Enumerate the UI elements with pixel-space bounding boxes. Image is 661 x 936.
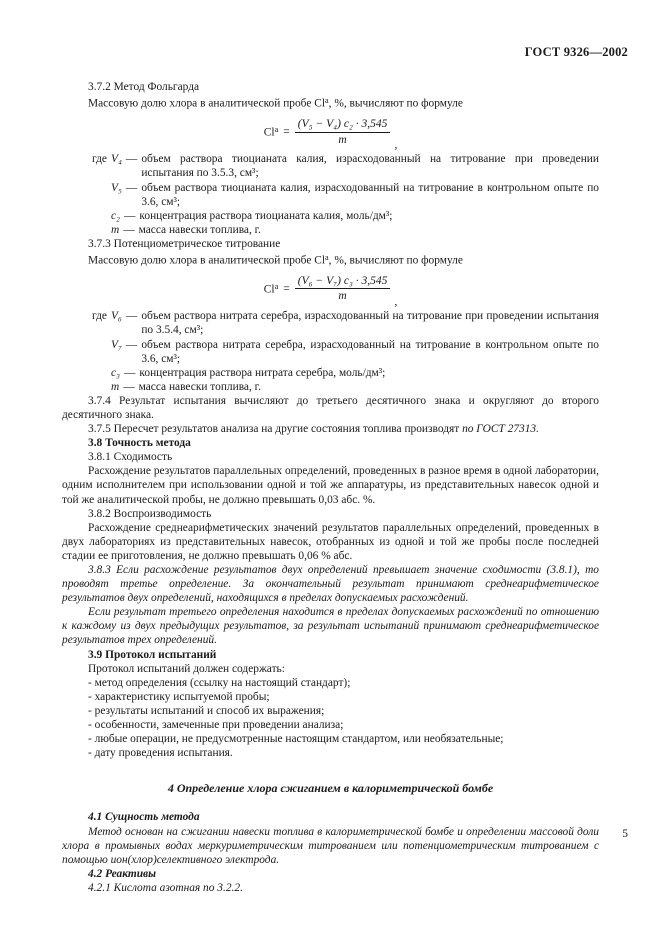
definition-text: объем раствора нитрата серебра, израсходованный на титрование при проведении испытания по 3.5.4, см³;	[141, 310, 599, 337]
paragraph-3-7-2-intro	[62, 94, 599, 111]
definition-row	[62, 181, 599, 209]
paragraph-3-7-4: 3.7.4 Результат испытания вычисляют до третьего десятичного знака и округляют до второго десятичного знака.	[62, 394, 599, 421]
paragraph-3-8-3-second: Если результат третьего определения находится в пределах допускаемых расхождений по отношению к каждому из двух предыдущих результатов, за результат испытаний принимают среднеарифметическое результатов трех определений.	[62, 606, 599, 647]
page-header-standard-number: ГОСТ 9326—2002	[524, 45, 628, 59]
formula-372-lhs-text: Cl	[263, 126, 275, 139]
formula-3-7-2	[62, 117, 599, 152]
spacer	[62, 795, 599, 810]
intro-text-372: Массовую долю хлора в аналитической пробе Cl	[88, 97, 325, 110]
formula-373-denominator: m	[338, 290, 347, 303]
definition-symbol: c₂	[111, 209, 121, 222]
list-item: - дату проведения испытания.	[88, 747, 233, 760]
definition-row	[62, 366, 599, 380]
definition-symbol: V₇	[111, 338, 122, 351]
formula-373-equals: =	[283, 282, 290, 295]
formula-373-trailing-comma: ,	[394, 296, 398, 309]
heading-3-8: 3.8 Точность метода	[88, 437, 191, 450]
heading-4-1: 4.1 Сущность метода	[88, 811, 200, 824]
formula-373-lhs-text: Cl	[263, 283, 275, 296]
definition-dash: —	[125, 310, 138, 323]
paragraph-4-2-1: 4.2.1 Кислота азотная по 3.2.2.	[88, 881, 243, 894]
formula-372-fraction	[295, 118, 391, 147]
list-item: - любые операции, не предусмотренные настоящим стандартом, или необязательные;	[88, 733, 504, 746]
formula-372-numerator: (V₅ − V₄) c₂ · 3,545	[295, 118, 391, 133]
formula-372-lhs	[264, 125, 279, 138]
formula-372-equals: =	[283, 126, 290, 138]
paragraph-3-9-lead: Протокол испытаний должен содержать:	[88, 662, 285, 675]
definition-dash: —	[123, 223, 135, 236]
paragraph-3-7-3-intro	[62, 251, 599, 268]
intro-sup-372: a	[325, 96, 329, 106]
intro-tail-372: , %, вычисляют по формуле	[328, 97, 463, 110]
definition-lead	[62, 380, 111, 394]
definition-list-3-7-2	[62, 152, 599, 237]
definition-text: концентрация раствора нитрата серебра, моль/дм³;	[139, 366, 386, 379]
definition-dash: —	[125, 153, 138, 166]
definition-row	[62, 309, 599, 337]
definition-lead: где	[92, 153, 107, 166]
definition-row	[62, 223, 599, 237]
definition-lead: где	[92, 310, 107, 323]
paragraph-4-1: Метод основан на сжигании навески топлива в калориметрической бомбе и определении массовой доли хлора в промывных водах меркуриметрическим титрованием или потенциометрическим титрованием с помощью ион(хлор)селективного электрода.	[62, 825, 599, 866]
intro-text-373: Массовую долю хлора в аналитической пробе Cl	[88, 254, 325, 267]
definition-lead	[62, 366, 111, 380]
definition-lead	[62, 338, 111, 366]
formula-373-fraction	[295, 275, 391, 304]
formula-372-trailing-comma: ,	[394, 139, 398, 152]
formula-373-numerator: (V₆ − V₇) c₃ · 3,545	[295, 275, 391, 290]
definition-dash: —	[125, 338, 138, 351]
definition-symbol: m	[111, 380, 120, 393]
definition-list-3-7-3	[62, 309, 599, 394]
page-number: 5	[622, 828, 628, 840]
definition-lead	[62, 181, 111, 209]
formula-373-lhs	[264, 282, 279, 295]
definition-text: объем раствора тиоцианата калия, израсходованный на титрование в контрольном опыте по 3.6, см³;	[141, 181, 599, 208]
paragraph-3-8-1: Расхождение результатов параллельных определений, проведенных в разное время в одной лаборатории, одним исполнителем при использовании одной и той же аппаратуры, из представительных навесок одной и той же аналитической пробы, не должно превышать 0,03 абс. %.	[62, 465, 599, 506]
definition-text: объем раствора тиоцианата калия, израсходованный на титрование при проведении испытания по 3.5.3, см³;	[141, 153, 599, 180]
list-item: - характеристику испытуемой пробы;	[88, 690, 270, 703]
definition-text: масса навески топлива, г.	[138, 223, 261, 236]
heading-3-8-2: 3.8.2 Воспроизводимость	[88, 507, 212, 520]
definition-dash: —	[124, 209, 136, 222]
heading-3-8-1: 3.8.1 Сходимость	[88, 451, 173, 464]
definition-dash: —	[125, 181, 138, 194]
formula-3-7-3	[62, 274, 599, 309]
definition-text: объем раствора нитрата серебра, израсходованный на титрование в контрольном опыте по 3.6, см³;	[141, 338, 599, 365]
definition-row	[62, 152, 599, 180]
definition-text: концентрация раствора тиоцианата калия, моль/дм³;	[139, 209, 393, 222]
definition-row	[62, 380, 599, 394]
paragraph-3-8-3-first: 3.8.3 Если расхождение результатов двух определений превышает значение сходимости (3.8.1), то проводят третье определение. За окончательный результат принимают среднеарифметическое результатов двух определений, находящихся в пределах допускаемых расхождений.	[62, 564, 599, 605]
intro-tail-373: , %, вычисляют по формуле	[328, 254, 463, 267]
list-item: - особенности, замеченные при проведении анализа;	[88, 719, 344, 732]
spacer	[62, 760, 599, 781]
formula-372-denominator: m	[338, 133, 347, 146]
definition-row	[62, 209, 599, 223]
formula-373-lhs-sup: a	[274, 282, 279, 292]
definition-symbol: m	[111, 223, 120, 236]
heading-3-7-3: 3.7.3 Потенциометрическое титрование	[88, 237, 281, 250]
paragraph-3-7-5-reference: по ГОСТ 27313.	[462, 423, 539, 436]
heading-4-2: 4.2 Реактивы	[88, 867, 157, 880]
definition-row	[62, 338, 599, 366]
definition-symbol: V₄	[111, 153, 122, 166]
page-content	[62, 80, 599, 895]
definition-lead	[62, 223, 111, 237]
definition-text: масса навески топлива, г.	[138, 380, 261, 393]
definition-symbol: c₃	[111, 366, 121, 379]
formula-372-lhs-sup: a	[274, 125, 279, 135]
definition-symbol: V₆	[111, 310, 122, 323]
paragraph-3-8-2: Расхождение среднеарифметических значений результатов параллельных определений, проведенных в двух лабораториях из представительных навесок, отобранных из одной и той же пробы после последней стадии ее приготовления, не должно превышать 0,06 % абс.	[62, 521, 599, 562]
definition-symbol: V₅	[111, 181, 122, 194]
list-item: - метод определения (ссылку на настоящий стандарт);	[88, 676, 351, 689]
list-item: - результаты испытаний и способ их выражения;	[88, 704, 325, 717]
definition-dash: —	[124, 366, 136, 379]
heading-section-4: 4 Определение хлора сжиганием в калориметрической бомбе	[167, 781, 494, 796]
definition-dash: —	[123, 380, 135, 393]
paragraph-3-7-5-plain: 3.7.5 Пересчет результатов анализа на другие состояния топлива производят	[88, 423, 463, 436]
intro-sup-373: a	[325, 253, 329, 263]
paragraph-3-7-5	[62, 422, 599, 436]
heading-3-7-2: 3.7.2 Метод Фольгарда	[88, 81, 200, 93]
heading-3-9: 3.9 Протокол испытаний	[88, 648, 217, 661]
definition-lead	[62, 209, 111, 223]
